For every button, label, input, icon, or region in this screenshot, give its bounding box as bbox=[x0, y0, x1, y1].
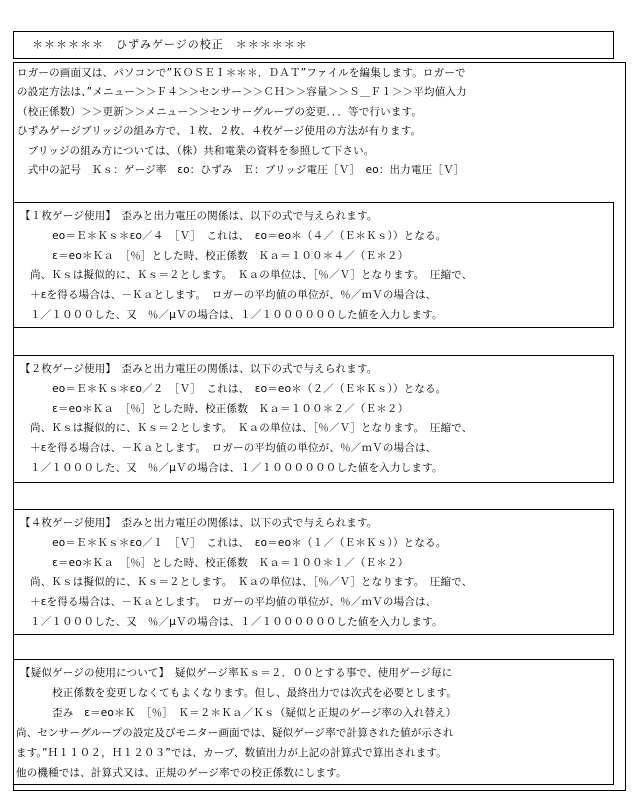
section-line: １／１０００した、又 ％／μＶの場合は、１／１００００００した値を入力します。 bbox=[30, 462, 443, 474]
section-1-gauge bbox=[13, 202, 614, 328]
note-line: 他の機種では、計算式又は、正規のゲージ率での校正係数にします。 bbox=[16, 767, 347, 779]
section-line: １／１０００した、又 ％／μＶの場合は、１／１００００００した値を入力します。 bbox=[30, 309, 443, 321]
title-box bbox=[13, 31, 614, 59]
section-heading: 【１枚ゲージ使用】 歪みと出力電圧の関係は、以下の式で与えられます。 bbox=[20, 210, 378, 222]
intro-line: ひずみゲージブリッジの組み方で、１枚、２枚、４枚ゲージ使用の方法が有ります。 bbox=[17, 125, 422, 137]
intro-line: の設定方法は、”メニュー＞＞Ｆ４＞＞センサー＞＞ＣＨ＞＞容量＞＞Ｓ＿Ｆ１＞＞平均値入力 bbox=[17, 86, 467, 98]
section-line: ＋εを得る場合は、－Ｋａとします。 ロガーの平均値の単位が、％／ｍＶの場合は、 bbox=[30, 442, 437, 454]
section-line: 尚、Ｋｓは擬似的に、Ｋｓ＝２とします。 Ｋａの単位は、［％／Ｖ］となります。 圧縮で、 bbox=[30, 422, 473, 434]
section-line: １／１０００した、又 ％／μＶの場合は、１／１００００００した値を入力します。 bbox=[30, 616, 443, 628]
intro-line: （校正係数）＞＞更新＞＞メニュー＞＞センサーグループの変更．．．等で行います。 bbox=[17, 106, 423, 118]
section-line: ε＝eo＊Ｋａ ［％］とした時、校正係数 Ｋａ＝１００＊１／（Ｅ＊２） bbox=[20, 557, 409, 569]
section-line: ＋εを得る場合は、－Ｋａとします。 ロガーの平均値の単位が、％／ｍＶの場合は、 bbox=[30, 289, 437, 301]
section-line: 尚、Ｋｓは擬似的に、Ｋｓ＝２とします。 Ｋａの単位は、［％／Ｖ］となります。 圧縮で、 bbox=[30, 269, 473, 281]
note-line: 歪み ε＝eo＊Ｋ ［％］ Ｋ＝２＊Ｋａ／Ｋｓ（疑似と正規のゲージ率の入れ替え） bbox=[20, 707, 457, 719]
note-line: ます。”Ｈ１１０２，Ｈ１２０３”では、カーブ、数値出力が上記の計算式で算出されます。 bbox=[16, 747, 447, 759]
pseudo-gauge-note bbox=[13, 659, 614, 785]
intro-line: ロガーの画面又は、パソコンで”ＫＯＳＥＩ＊＊＊．ＤＡＴ”ファイルを編集します。ロガーで bbox=[17, 67, 466, 79]
section-line: 尚、Ｋｓは擬似的に、Ｋｓ＝２とします。 Ｋａの単位は、［％／Ｖ］となります。 圧縮で、 bbox=[30, 576, 473, 588]
section-line: eo＝Ｅ＊Ｋｓ＊εo／１ ［Ｖ］ これは、 εo＝eo＊（１／（Ｅ＊Ｋｓ））となる。 bbox=[20, 537, 447, 549]
section-line: eo＝Ｅ＊Ｋｓ＊εo／４ ［Ｖ］ これは、 εo＝eo＊（４／（Ｅ＊Ｋｓ））となる。 bbox=[20, 230, 447, 242]
section-line: ＋εを得る場合は、－Ｋａとします。 ロガーの平均値の単位が、％／ｍＶの場合は、 bbox=[30, 596, 437, 608]
section-line: eo＝Ｅ＊Ｋｓ＊εo／２ ［Ｖ］ これは、 εo＝eo＊（２／（Ｅ＊Ｋｓ））となる。 bbox=[20, 383, 447, 395]
section-heading: 【２枚ゲージ使用】 歪みと出力電圧の関係は、以下の式で与えられます。 bbox=[20, 363, 378, 375]
note-heading: 【疑似ゲージの使用について】 疑似ゲージ率Ｋｓ＝２．００とする事で、使用ゲージ毎に bbox=[20, 667, 453, 679]
section-line: ε＝eo＊Ｋａ ［％］とした時、校正係数 Ｋａ＝１００＊４／（Ｅ＊２） bbox=[20, 250, 409, 262]
section-2-gauge bbox=[13, 355, 614, 483]
section-4-gauge bbox=[13, 509, 614, 635]
section-line: ε＝eo＊Ｋａ ［％］とした時、校正係数 Ｋａ＝１００＊２／（Ｅ＊２） bbox=[20, 403, 409, 415]
note-line: 校正係数を変更しなくてもよくなります。但し、最終出力では次式を必要とします。 bbox=[20, 687, 458, 699]
page-title: ＊＊＊＊＊＊ ひずみゲージの校正 ＊＊＊＊＊＊ bbox=[32, 38, 308, 51]
note-line: 尚、センサーグループの設定及びモニター画面では、疑似ゲージ率で計算された値が示され bbox=[16, 727, 454, 739]
intro-line: 式中の記号 Ｋｓ：ゲージ率 εo：ひずみ Ｅ：ブリッジ電圧［Ｖ］ eo：出力電圧［Ｖ］ bbox=[17, 164, 465, 176]
section-heading: 【４枚ゲージ使用】 歪みと出力電圧の関係は、以下の式で与えられます。 bbox=[20, 517, 378, 529]
intro-line: ブリッジの組み方については、（株）共和電業の資料を参照して下さい。 bbox=[17, 145, 375, 157]
